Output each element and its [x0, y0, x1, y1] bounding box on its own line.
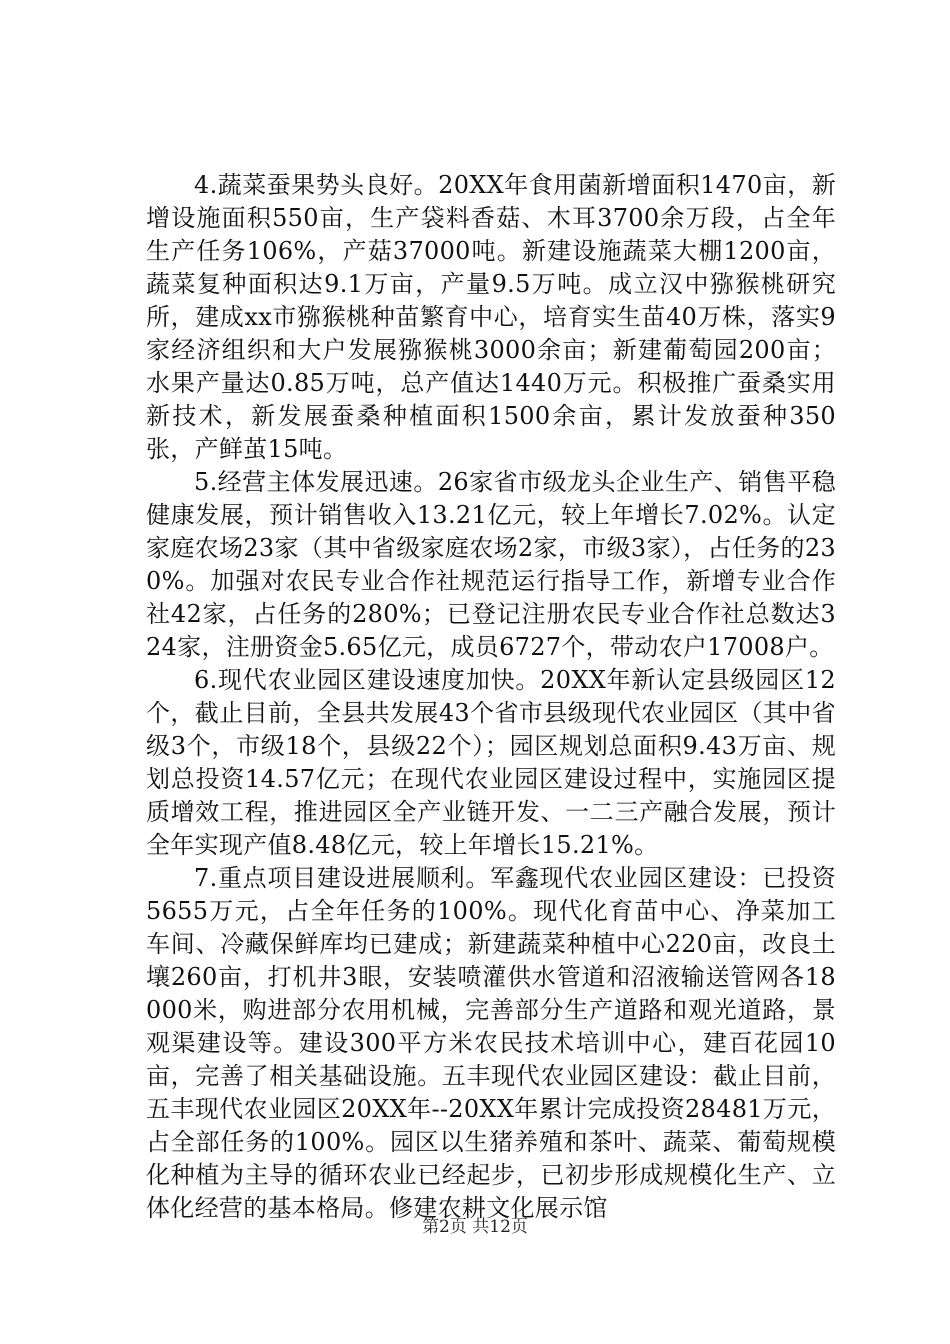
document-body — [146, 169, 836, 1225]
page-footer: 第2页 共12页 — [422, 1217, 528, 1237]
paragraph-key-projects: 7.重点项目建设进展顺利。军鑫现代农业园区建设：已投资5655万元，占全年任务的100%。现代化育苗中心、净菜加工车间、冷藏保鲜库均已建成；新建蔬菜种植中心220亩，改良土壤260亩，打机井3眼，安装喷灌供水管道和沼液输送管网各18000米，购进部分农用机械，完善部分生产道路和观光道路，景观渠建设等。建设300平方米农民技术培训中心，建百花园10亩，完善了相关基础设施。五丰现代农业园区建设：截止目前，五丰现代农业园区20XX年--20XX年累计完成投资28481万元，占全部任务的100%。园区以生猪养殖和茶叶、蔬菜、葡萄规模化种植为主导的循环农业已经起步，已初步形成规模化生产、立体化经营的基本格局。修建农耕文化展示馆 — [146, 864, 836, 1222]
paragraph-agricultural-parks: 6.现代农业园区建设速度加快。20XX年新认定县级园区12个，截止目前，全县共发展43个省市县级现代农业园区（其中省级3个，市级18个，县级22个）；园区规划总面积9.43万亩、规划总投资14.57亿元；在现代农业园区建设过程中，实施园区提质增效工程，推进园区全产业链开发、一二三产融合发展，预计全年实现产值8.48亿元，较上年增长15.21%。 — [146, 666, 836, 859]
paragraph-vegetables-sericulture-fruit: 4.蔬菜蚕果势头良好。20XX年食用菌新增面积1470亩，新增设施面积550亩，生产袋料香菇、木耳3700余万段，占全年生产任务106%，产菇37000吨。新建设施蔬菜大棚1200亩，蔬菜复种面积达9.1万亩，产量9.5万吨。成立汉中猕猴桃研究所，建成xx市猕猴桃种苗繁育中心，培育实生苗40万株，落实9家经济组织和大户发展猕猴桃3000余亩；新建葡萄园200亩；水果产量达0.85万吨，总产值达1440万元。积极推广蚕桑实用新技术，新发展蚕桑种植面积1500余亩，累计发放蚕种350张，产鲜茧15吨。 — [146, 171, 836, 463]
paragraph-business-entities: 5.经营主体发展迅速。26家省市级龙头企业生产、销售平稳健康发展，预计销售收入13.21亿元，较上年增长7.02%。认定家庭农场23家（其中省级家庭农场2家，市级3家），占任务的230%。加强对农民专业合作社规范运行指导工作，新增专业合作社42家，占任务的280%；已登记注册农民专业合作社总数达324家，注册资金5.65亿元，成员6727个，带动农户17008户。 — [146, 468, 836, 661]
